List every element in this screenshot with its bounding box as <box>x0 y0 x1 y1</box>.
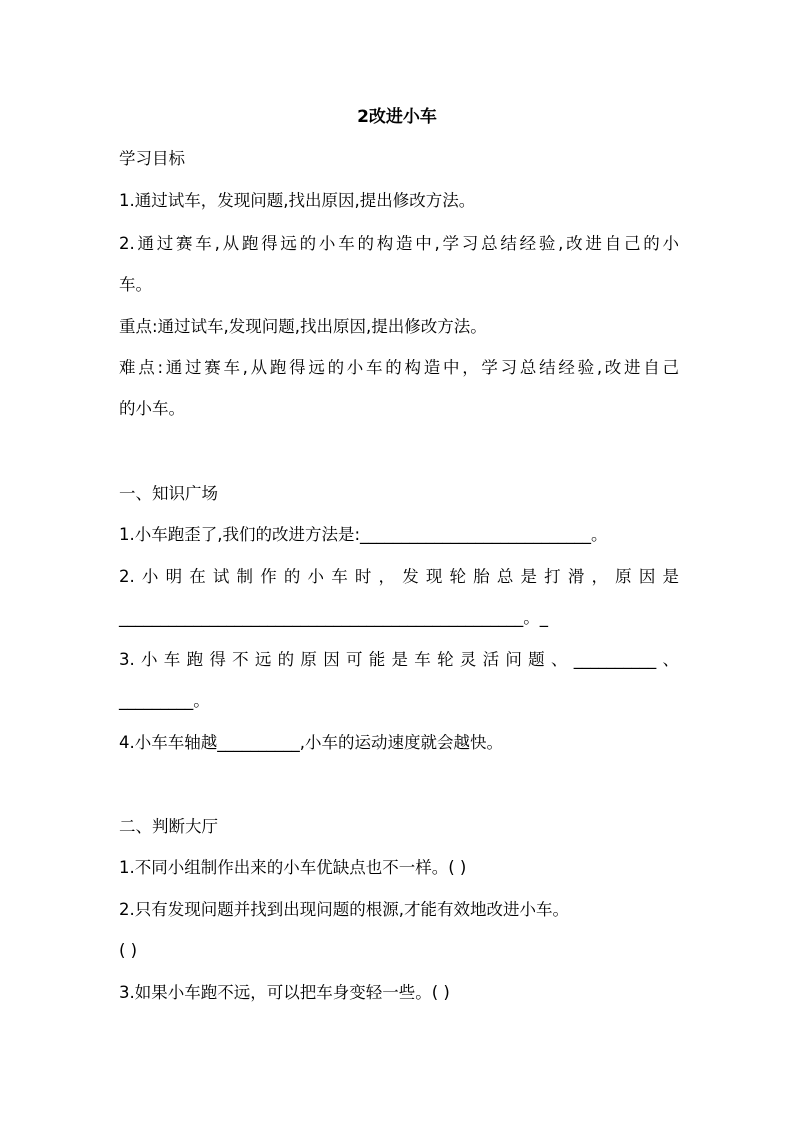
section-1-question-3-line-1: 3.小车跑得不远的原因可能是车轮灵活问题、__________、 <box>119 650 679 669</box>
section-2-heading: 二、判断大厅 <box>119 817 218 836</box>
difficult-point-line-1: 难点:通过赛车,从跑得远的小车的构造中，学习总结经验,改进自己 <box>119 358 679 377</box>
section-1-question-2-line-1: 2.小明在试制作的小车时，发现轮胎总是打滑，原因是 <box>119 567 679 586</box>
section-2-question-2-line-1: 2.只有发现问题并找到出现问题的根源,才能有效地改进小车。 <box>119 900 569 919</box>
section-2-question-2-line-2: ( ) <box>119 941 138 960</box>
page-title: 2改进小车 <box>357 107 437 127</box>
section-1-question-1: 1.小车跑歪了,我们的改进方法是:____________________________。 <box>119 525 608 544</box>
objective-item-1: 1.通过试车，发现问题,找出原因,提出修改方法。 <box>119 191 476 210</box>
section-2-question-3: 3.如果小车跑不远，可以把车身变轻一些。( ) <box>119 983 450 1002</box>
section-1-question-3-line-2: _________。 <box>119 691 210 710</box>
section-2-question-1: 1.不同小组制作出来的小车优缺点也不一样。( ) <box>119 858 467 877</box>
key-point: 重点:通过试车,发现问题,找出原因,提出修改方法。 <box>119 317 487 336</box>
objectives-heading: 学习目标 <box>119 149 185 168</box>
section-1-heading: 一、知识广场 <box>119 484 218 503</box>
section-1-question-2-line-2: _________________________________________________。_ <box>119 608 548 627</box>
objective-item-2-line-2: 车。 <box>119 275 152 294</box>
objective-item-2-line-1: 2.通过赛车,从跑得远的小车的构造中,学习总结经验,改进自己的小 <box>119 234 679 253</box>
section-1-question-4: 4.小车车轴越__________,小车的运动速度就会越快。 <box>119 733 503 752</box>
difficult-point-line-2: 的小车。 <box>119 399 185 418</box>
